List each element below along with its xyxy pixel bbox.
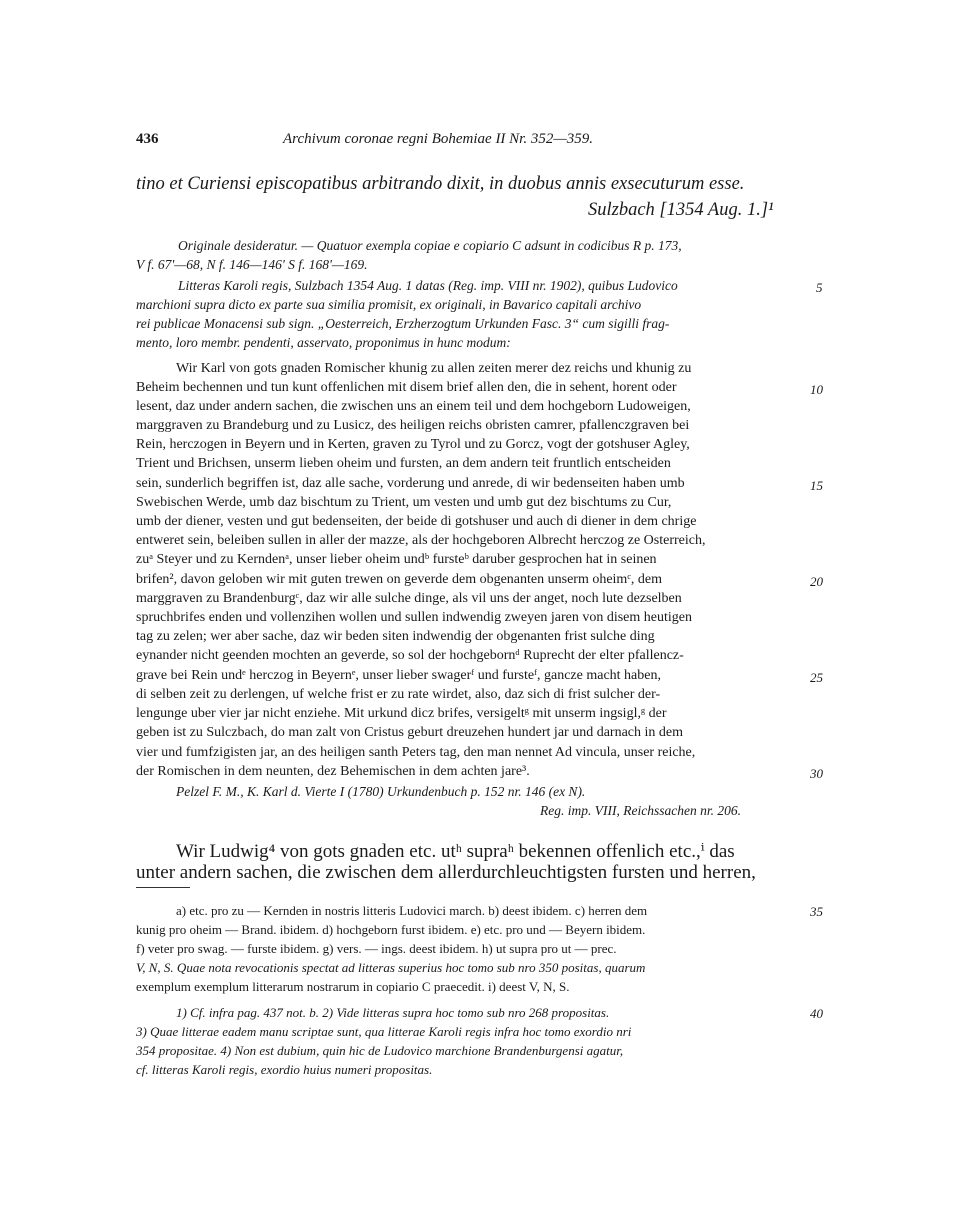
charter-line: lesent, daz under andern sachen, die zwischen uns an einem teil und dem hochgeborn Ludoweigen, [136, 399, 691, 414]
note-line: Litteras Karoli regis, Sulzbach 1354 Aug. 1 datas (Reg. imp. VIII nr. 1902), quibus Ludovico [178, 278, 678, 293]
ludwig-line: unter andern sachen, die zwischen dem allerdurchleuchtigsten fursten und herren, [136, 862, 756, 883]
line-number: 20 [810, 574, 823, 589]
footnote-line: cf. litteras Karoli regis, exordio huius numeri propositas. [136, 1062, 433, 1077]
note-line: V f. 67'—68, N f. 146—146' S f. 168'—169. [136, 257, 368, 272]
intro-line: tino et Curiensi episcopatibus arbitrando dixit, in duobus annis exsecuturum esse. [136, 174, 745, 194]
intro-date: Sulzbach [1354 Aug. 1.]¹ [588, 200, 774, 220]
charter-line: geben ist zu Sulczbach, do man zalt von Cristus geburt dreuzehen hundert jar und darnach in dem [136, 725, 683, 740]
charter-line: marggraven zu Brandeburg und zu Lusicz, des heiligen reichs obristen camrer, pfallenczgraven bei [136, 418, 690, 433]
ludwig-line: Wir Ludwig⁴ von gots gnaden etc. utʰ supraʰ bekennen offenlich etc.,ⁱ das [176, 841, 735, 862]
charter-line: entweret sein, beleiben sullen in aller der mazze, als der hochgeboren Albrecht herczog ze Osterreich, [136, 533, 706, 548]
note-line: marchioni supra dicto ex parte sua similia promisit, ex originali, in Bavarico capitali archivo [136, 297, 642, 312]
charter-line: zuᵃ Steyer und zu Kerndenᵃ, unser lieber oheim undᵇ fursteᵇ daruber gesprochen hat in seinen [136, 552, 657, 567]
line-number: 30 [810, 766, 823, 781]
line-number: 10 [810, 382, 823, 397]
line-number: 15 [810, 478, 823, 493]
charter-line: marggraven zu Brandenburgᶜ, daz wir alle sulche dinge, als vil uns der anget, noch lute dezselben [136, 591, 682, 606]
apparatus-line: a) etc. pro zu — Kernden in nostris litteris Ludovici march. b) deest ibidem. c) herren dem [176, 903, 648, 918]
footnote-line: 1) Cf. infra pag. 437 not. b. 2) Vide litteras supra hoc tomo sub nro 268 propositas. [176, 1005, 610, 1020]
charter-line: Swebischen Werde, umb daz bischtum zu Trient, um vesten und umb gut dez bischtums zu Cur, [136, 495, 672, 510]
charter-line: spruchbrifes enden und vollenzihen wollen und sullen indwendig zweyen jaren von disem heutigen [136, 610, 692, 625]
footnote-line: 3) Quae litterae eadem manu scriptae sunt, qua litterae Karoli regis infra hoc tomo exordio nri [136, 1024, 632, 1039]
apparatus-line: kunig pro oheim — Brand. ibidem. d) hochgeborn furst ibidem. e) etc. pro und — Beyern ibidem. [136, 922, 646, 937]
charter-line: lengunge uber vier jar nicht enziehe. Mit urkund dicz brifes, versigeltᵍ mit unserm ingsigl,ᵍ der [136, 706, 667, 721]
line-number: 25 [810, 670, 823, 685]
apparatus-line: exemplum exemplum litterarum nostrarum in copiario C praecedit. i) deest V, N, S. [136, 979, 570, 994]
charter-line: Wir Karl von gots gnaden Romischer khunig zu allen zeiten merer dez reichs und khunig zu [176, 361, 692, 376]
note-line: rei publicae Monacensi sub sign. „Oesterreich, Erzherzogtum Urkunden Fasc. 3“ cum sigilli frag- [136, 316, 670, 331]
footnote-rule [136, 887, 190, 888]
charter-line: eynander nicht geenden mochten an geverde, so sol der hochgebornᵈ Ruprecht der elter pfallencz- [136, 648, 684, 663]
line-number: 5 [816, 280, 823, 295]
charter-line: sein, sunderlich begriffen ist, daz alle sache, vorderung und anrede, di wir bedenseiten haben umb [136, 476, 685, 491]
note-line: mento, loro membr. pendenti, asservato, proponimus in hunc modum: [136, 335, 511, 350]
charter-line: Trient und Brichsen, unserm lieben oheim und fursten, an dem andern teit fruntlich entscheiden [136, 456, 671, 471]
charter-line: Rein, herczogen in Beyern und in Kerten, graven zu Tyrol und zu Gorcz, vogt der gotshuser Agley, [136, 437, 690, 452]
line-number: 35 [810, 904, 823, 919]
charter-line: di selben zeit zu derlengen, uf welche frist er zu rate wirdet, also, daz sich di frist sulcher der- [136, 687, 661, 702]
note-line: Originale desideratur. — Quatuor exempla copiae e copiario C adsunt in codicibus R p. 173, [178, 238, 682, 253]
apparatus-line: f) veter pro swag. — furste ibidem. g) vers. — ings. deest ibidem. h) ut supra pro ut — prec. [136, 941, 617, 956]
running-title: Archivum coronae regni Bohemiae II Nr. 352—359. [283, 131, 593, 147]
charter-line: der Romischen in dem neunten, dez Behemischen in dem achten jare³. [136, 764, 530, 779]
charter-line: Beheim bechennen und tun kunt offenlichen mit disem brief allen den, die in sehent, horent oder [136, 380, 677, 395]
line-number: 40 [810, 1006, 823, 1021]
apparatus-line: V, N, S. Quae nota revocationis spectat ad litteras superius hoc tomo sub nro 350 positas, quarum [136, 960, 646, 975]
footnote-line: 354 propositae. 4) Non est dubium, quin hic de Ludovico marchione Brandenburgensi agatur, [136, 1043, 624, 1058]
charter-line: vier und fumfzigisten jar, an des heiligen santh Peters tag, den man nennet Ad vincula, unser reiche, [136, 745, 696, 760]
charter-line: tag zu zelen; wer aber sache, daz wir beden siten indwendig der obgenanten frist sulche ding [136, 629, 655, 644]
charter-line: umb der diener, vesten und gut bedenseiten, der beide di gotshuser und auch di diener in dem chrige [136, 514, 697, 529]
page-number: 436 [136, 131, 159, 147]
citation-line: Reg. imp. VIII, Reichssachen nr. 206. [540, 803, 741, 818]
charter-line: grave bei Rein undᵉ herczog in Beyernᵉ, unser lieber swagerᶠ und fursteᶠ, gancze macht haben, [136, 668, 661, 683]
charter-line: brifen², davon geloben wir mit guten trewen on geverde dem obgenanten unserm oheimᶜ, dem [136, 572, 663, 587]
citation-line: Pelzel F. M., K. Karl d. Vierte I (1780) Urkundenbuch p. 152 nr. 146 (ex N). [176, 784, 586, 799]
